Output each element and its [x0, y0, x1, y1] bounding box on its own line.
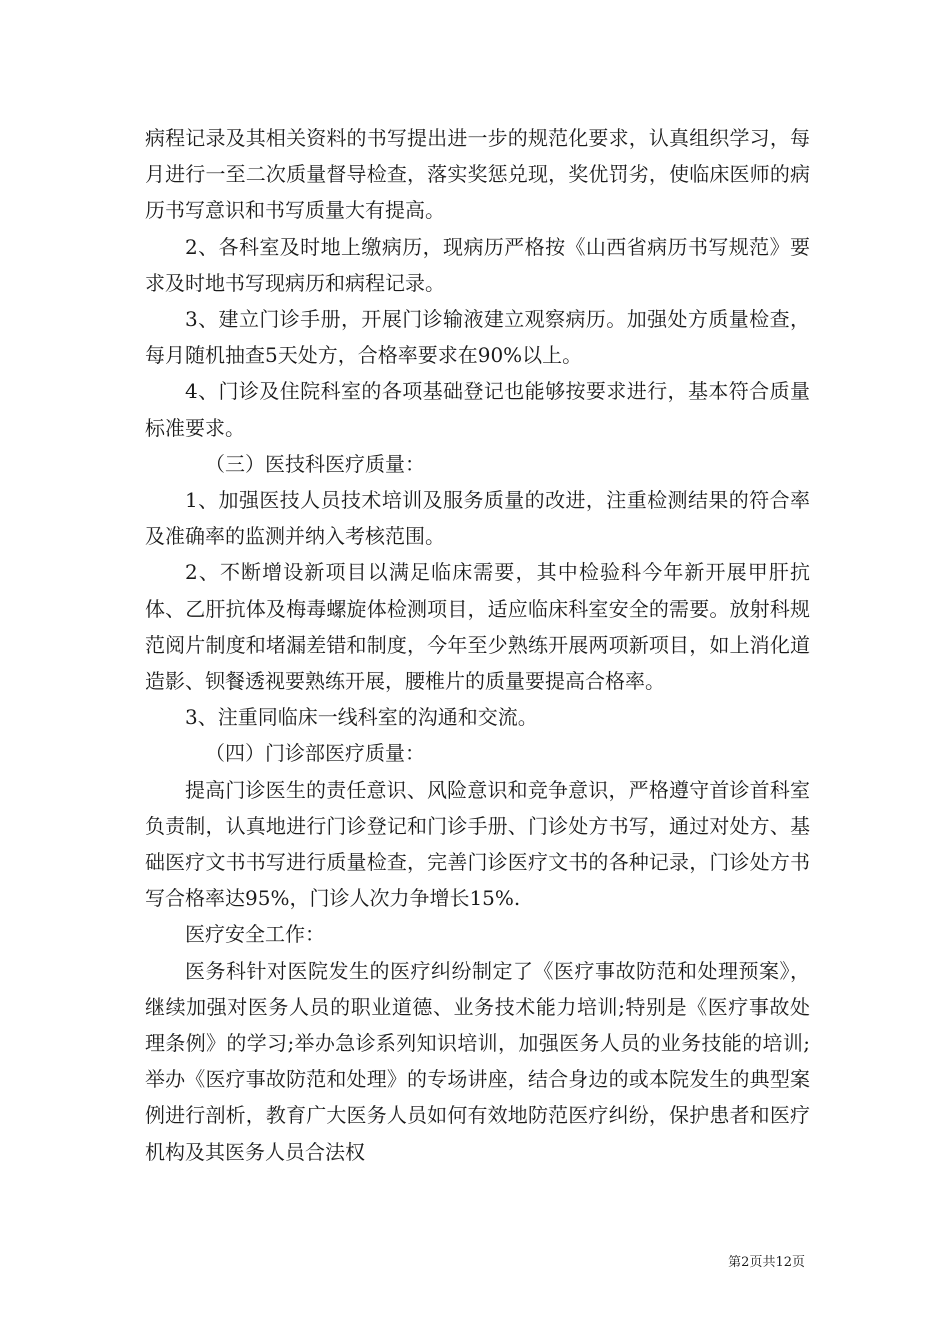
paragraph-item-4: 4、门诊及住院科室的各项基础登记也能够按要求进行，基本符合质量标准要求。	[145, 379, 810, 440]
page-number-footer: 第2页共12页	[728, 1255, 805, 1270]
paragraph-medtech-3: 3、注重同临床一线科室的沟通和交流。	[185, 705, 538, 730]
section-heading-safety: 医疗安全工作：	[185, 922, 325, 947]
paragraph-item-2: 2、各科室及时地上缴病历，现病历严格按《山西省病历书写规范》要求及时地书写现病历和病程记录。	[145, 234, 810, 295]
paragraph-continuation: 病程记录及其相关资料的书写提出进一步的规范化要求，认真组织学习，每月进行一至二次质量督导检查，落实奖惩兑现，奖优罚劣，使临床医师的病历书写意识和书写质量大有提高。	[145, 126, 810, 223]
section-heading-outpatient: （四）门诊部医疗质量：	[205, 741, 425, 766]
section-heading-medtech: （三）医技科医疗质量：	[205, 451, 425, 476]
paragraph-medtech-2: 2、不断增设新项目以满足临床需要，其中检验科今年新开展甲肝抗体、乙肝抗体及梅毒螺旋体检测项目，适应临床科室安全的需要。放射科规范阅片制度和堵漏差错和制度，今年至少熟练开展两项新项目，如上消化道造影、钡餐透视要熟练开展，腰椎片的质量要提高合格率。	[145, 560, 810, 694]
document-body	[145, 120, 810, 1170]
paragraph-medtech-1: 1、加强医技人员技术培训及服务质量的改进，注重检测结果的符合率及准确率的监测并纳入考核范围。	[145, 488, 810, 549]
paragraph-outpatient: 提高门诊医生的责任意识、风险意识和竞争意识，严格遵守首诊首科室负责制，认真地进行门诊登记和门诊手册、门诊处方书写，通过对处方、基础医疗文书书写进行质量检查，完善门诊医疗文书的各种记录，门诊处方书写合格率达95%，门诊人次力争增长15%.	[145, 777, 810, 911]
paragraph-item-3: 3、建立门诊手册，开展门诊输液建立观察病历。加强处方质量检查，每月随机抽查5天处方，合格率要求在90%以上。	[145, 307, 810, 368]
paragraph-safety: 医务科针对医院发生的医疗纠纷制定了《医疗事故防范和处理预案》，继续加强对医务人员的职业道德、业务技术能力培训;特别是《医疗事故处理条例》的学习;举办急诊系列知识培训，加强医务人员的业务技能的培训;举办《医疗事故防范和处理》的专场讲座，结合身边的或本院发生的典型案例进行剖析，教育广大医务人员如何有效地防范医疗纠纷，保护患者和医疗机构及其医务人员合法权	[145, 958, 810, 1164]
